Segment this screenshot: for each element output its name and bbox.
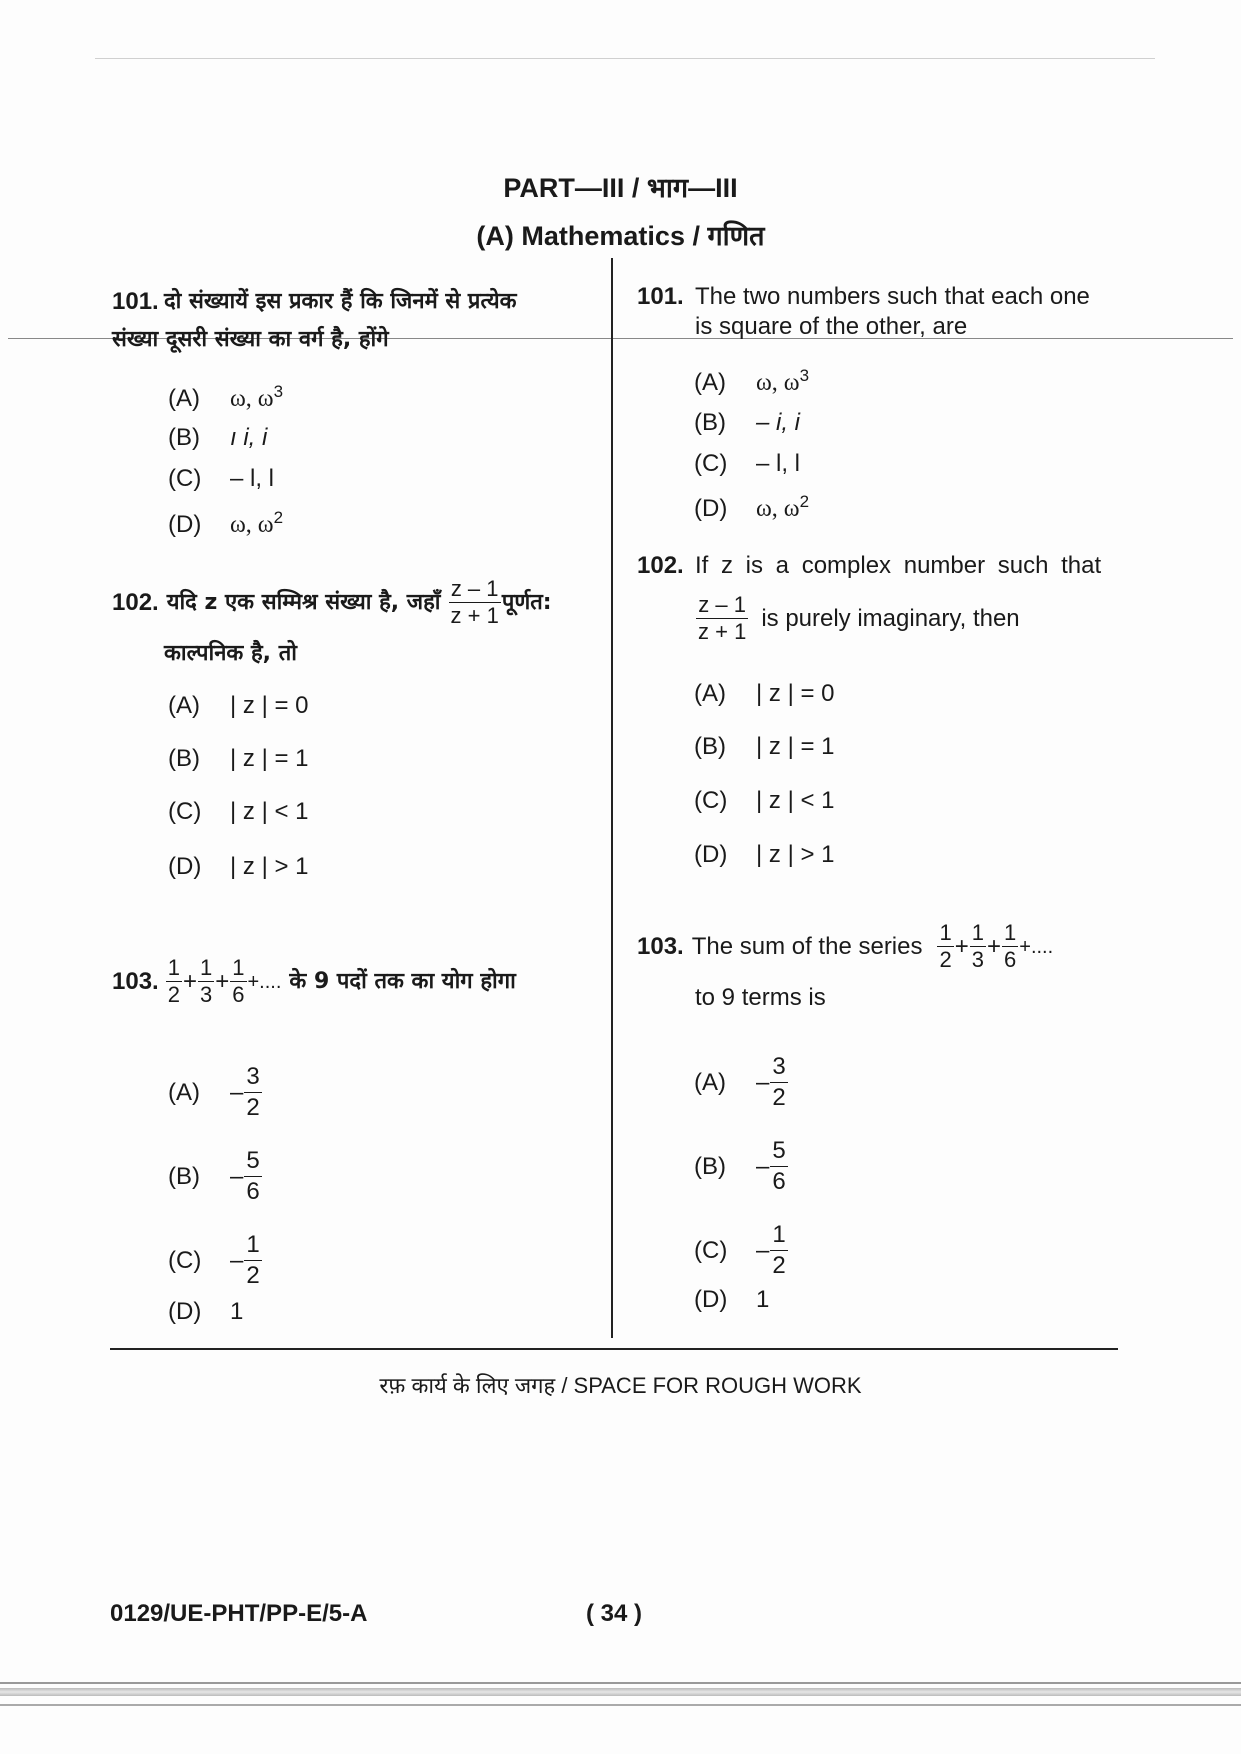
option-d: (D) ω, $\omega^2$: [168, 508, 284, 538]
fraction: $\frac{1}{3}$: [199, 955, 213, 1007]
question-text: दो संख्यायें इस प्रकार हैं कि जिनमें से प्रत्येक: [164, 289, 517, 314]
question-number: 103.: [112, 967, 159, 995]
scan-edge: [0, 1688, 1241, 1696]
question-text: is purely imaginary, then: [761, 604, 1020, 632]
question-text: The sum of the series: [691, 932, 923, 960]
question-number: 101.: [637, 283, 684, 310]
question-103-hindi: 103. $\frac{1}{2}$ + $\frac{1}{3}$ + $\frac{1}{6}$ +.... के 9 पदों तक का योग होगा: [112, 955, 516, 1007]
option-b: (B) – $\frac{5}{6}$: [168, 1147, 260, 1205]
question-number: 101.: [112, 288, 159, 315]
fraction: $\frac{1}{6}$: [232, 955, 245, 1007]
option-a: (A) | z | = 0: [694, 680, 835, 707]
fraction: $\frac{1}{2}$: [939, 920, 952, 972]
question-text: to 9 terms is: [695, 984, 826, 1011]
column-divider: [611, 258, 613, 1338]
fraction: $\frac{1}{2}$: [167, 955, 180, 1007]
question-text: संख्या दूसरी संख्या का वर्ग है, होंगे: [112, 327, 389, 352]
option-b: (B) ı i, i: [168, 424, 268, 451]
fraction: $\frac{z - 1}{z + 1}$: [450, 576, 499, 628]
question-text: काल्पनिक है, तो: [164, 641, 297, 666]
fraction: $\frac{1}{6}$: [1004, 920, 1017, 972]
series-tail: +....: [247, 970, 282, 993]
option-a: (A) | z | = 0: [168, 692, 309, 719]
question-102-english: [637, 550, 1117, 670]
question-number: 102.: [112, 588, 159, 616]
option-b: (B) | z | = 1: [694, 733, 835, 760]
option-c: (C) – $\frac{1}{2}$: [168, 1231, 260, 1289]
option-b: (B) – $\frac{5}{6}$: [694, 1137, 786, 1195]
question-number: 103.: [637, 932, 684, 960]
question-text: If z is a complex number such that: [695, 552, 1102, 579]
question-102-hindi: [112, 576, 602, 676]
question-text: के 9 पदों तक का योग होगा: [289, 968, 516, 994]
option-d: (D) | z | > 1: [168, 853, 309, 880]
question-101-hindi: [112, 286, 592, 352]
question-103-english: 103. The sum of the series $\frac{1}{2}$ + $\frac{1}{3}$ + $\frac{1}{6}$ +.... to 9 terms is: [637, 920, 1117, 1010]
subject-heading: (A) Mathematics / गणित: [476, 221, 765, 251]
option-d: (D) ω, $\omega^2$: [694, 492, 810, 522]
option-d: (D) 1: [168, 1298, 244, 1325]
option-c: (C) | z | < 1: [168, 798, 309, 825]
option-b: (B) – i, i: [694, 409, 801, 436]
option-c: (C) – l, l: [168, 465, 275, 492]
scan-border-top: [95, 58, 1155, 59]
question-text: is square of the other, are: [695, 313, 968, 340]
scan-edge: [0, 1704, 1241, 1706]
scan-edge: [0, 1682, 1241, 1684]
option-a: (A) – $\frac{3}{2}$: [168, 1063, 260, 1121]
series-tail: +....: [1019, 935, 1054, 958]
option-d: (D) 1: [694, 1286, 770, 1313]
fraction: $\frac{1}{3}$: [971, 920, 984, 972]
question-number: 102.: [637, 552, 684, 579]
rough-work-label: रफ़ कार्य के लिए जगह / SPACE FOR ROUGH WORK: [379, 1373, 862, 1398]
question-text: पूर्णत:: [501, 589, 552, 615]
option-c: (C) | z | < 1: [694, 787, 835, 814]
part-heading: PART—III / भाग—III: [503, 173, 738, 203]
question-text: यदि z एक सम्मिश्र संख्या है, जहाँ: [166, 589, 441, 615]
option-b: (B) | z | = 1: [168, 745, 309, 772]
option-a: (A) ω, $\omega^3$: [168, 382, 284, 412]
option-a: (A) ω, $\omega^3$: [694, 366, 810, 396]
option-c: (C) – l, l: [694, 450, 801, 477]
option-a: (A) – $\frac{3}{2}$: [694, 1053, 786, 1111]
paper-code: 0129/UE-PHT/PP-E/5-A: [110, 1600, 368, 1627]
question-text: The two numbers such that each one: [695, 283, 1090, 310]
question-101-english: [637, 281, 1117, 351]
option-d: (D) | z | > 1: [694, 841, 835, 868]
fraction: $\frac{z - 1}{z + 1}$: [698, 592, 747, 644]
page-number: ( 34 ): [586, 1600, 643, 1627]
option-c: (C) – $\frac{1}{2}$: [694, 1221, 786, 1279]
bottom-rule: [110, 1348, 1118, 1350]
